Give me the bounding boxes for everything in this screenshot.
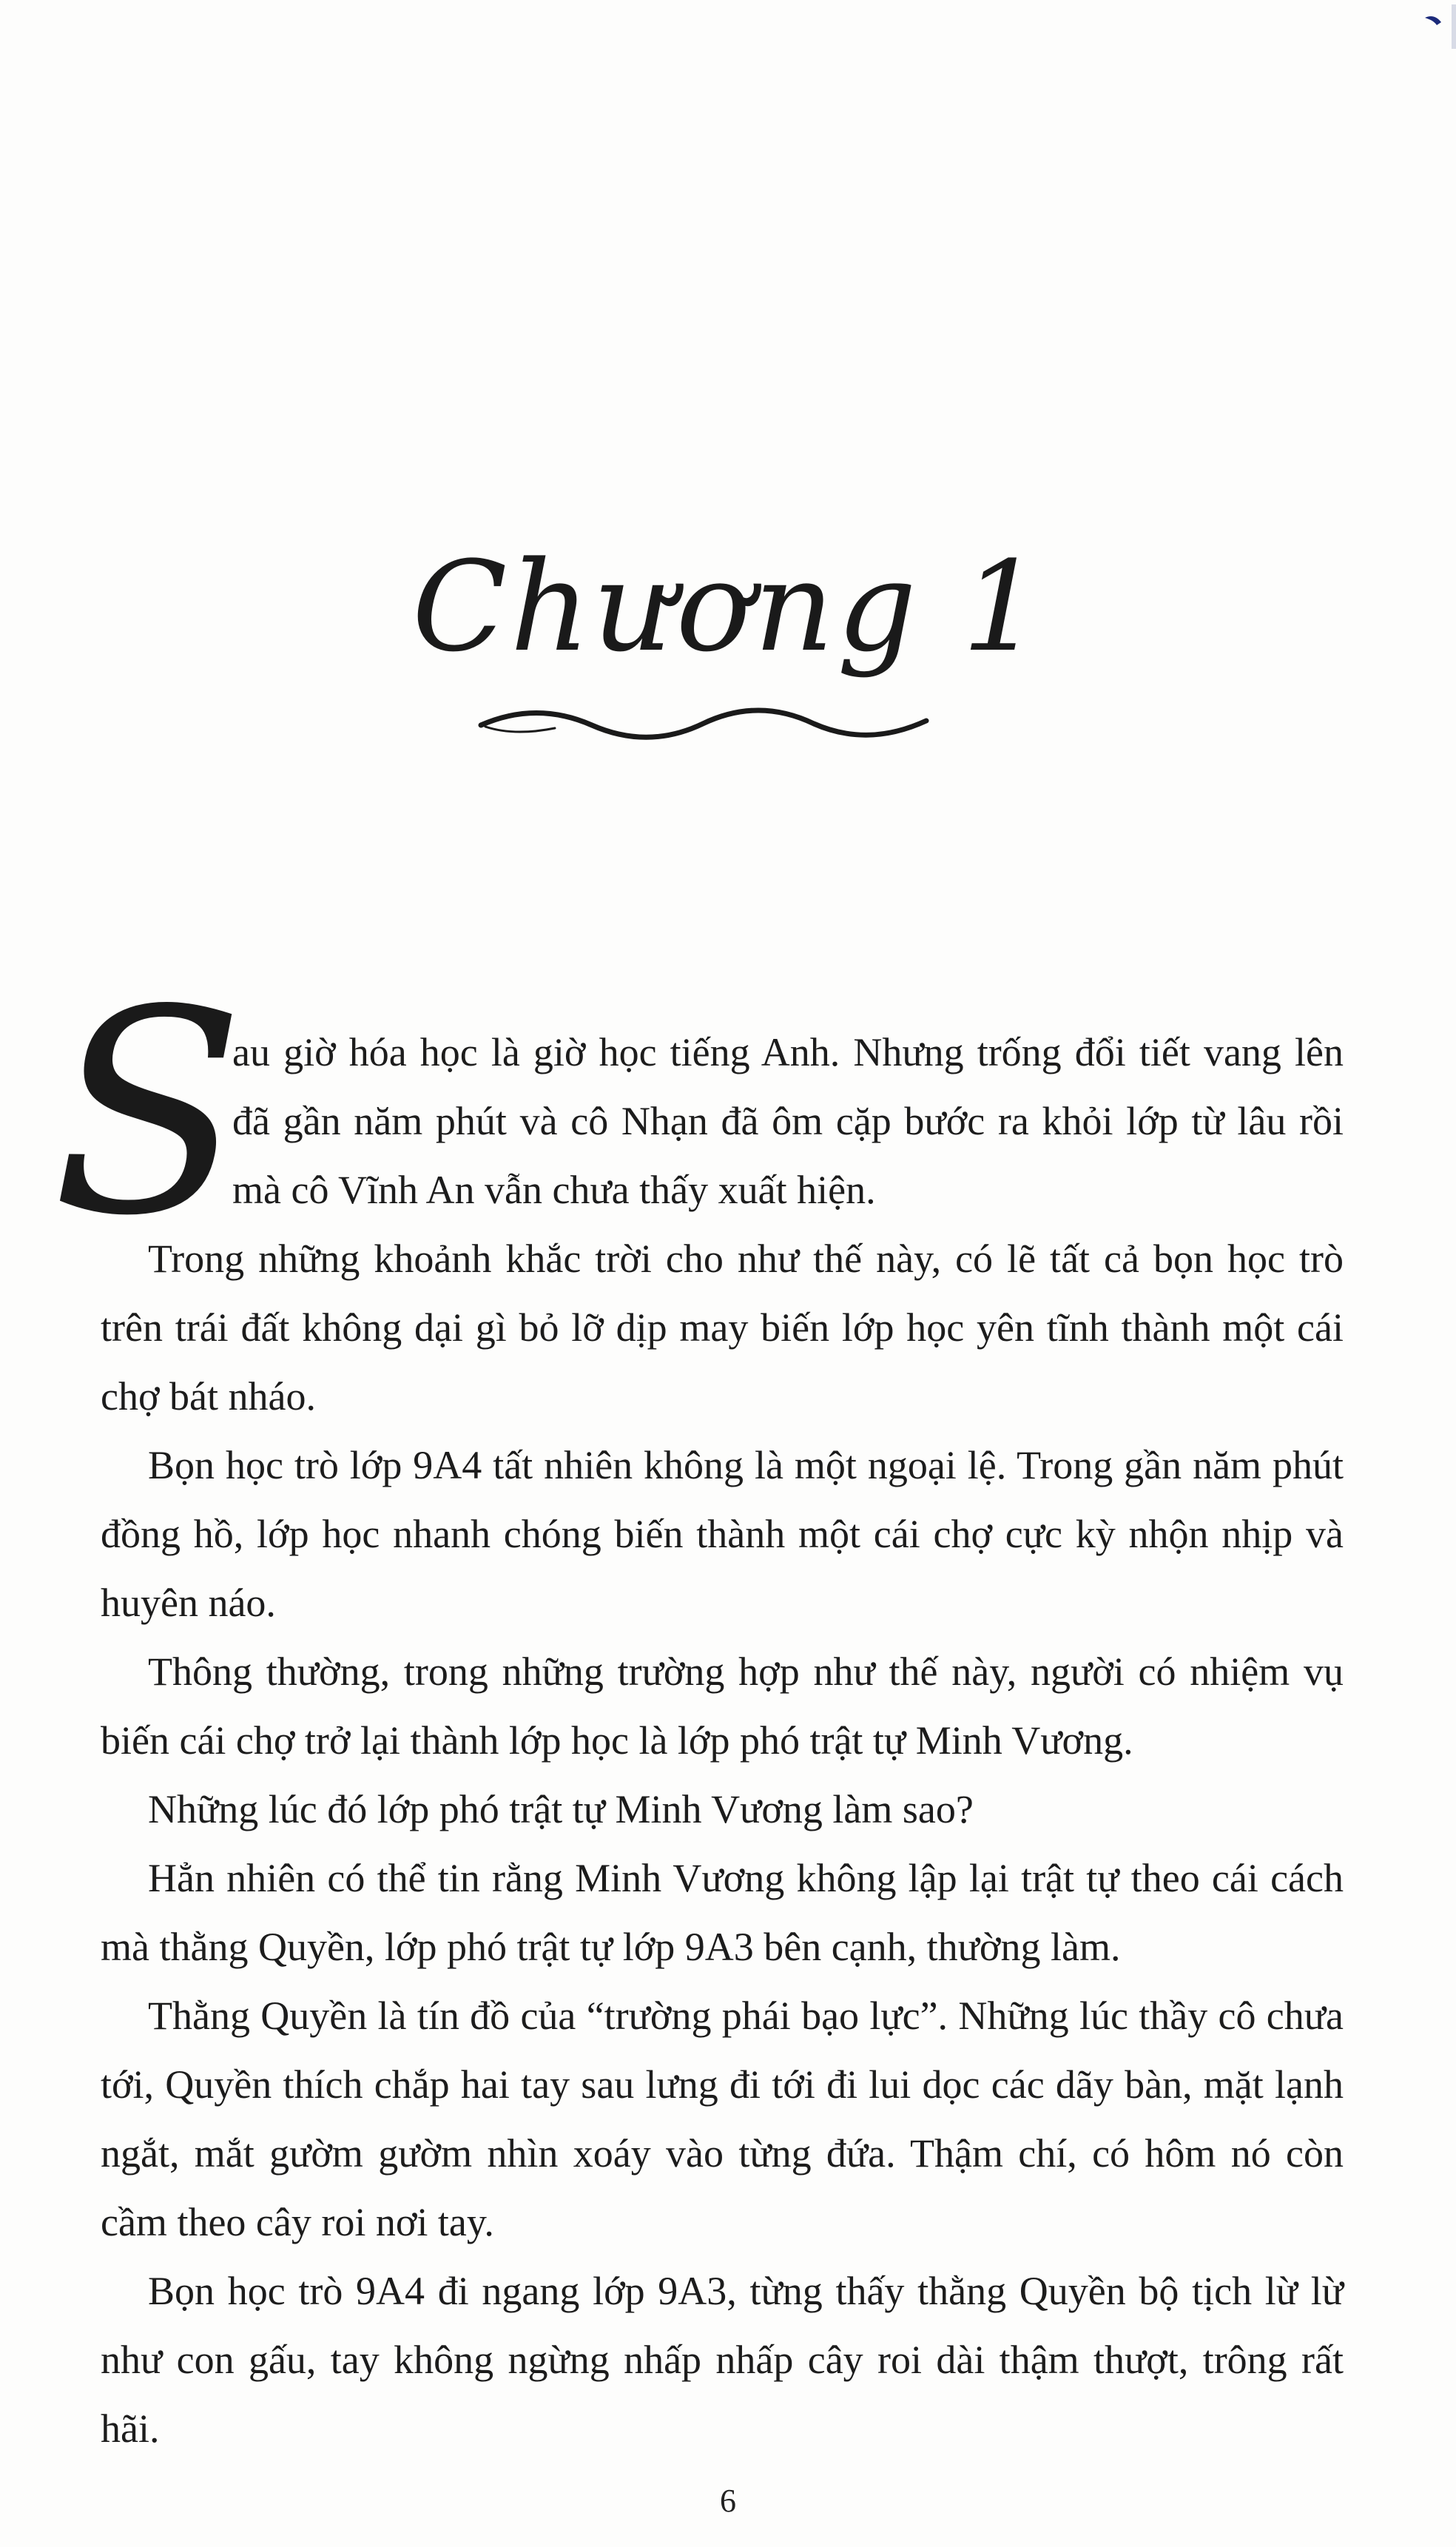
paragraph-7: Thằng Quyền là tín đồ của “trường phái bạo lực”. Những lúc thầy cô chưa tới, Quyền thích chắp hai tay sau lưng đi tới đi lui dọc các dãy bàn, mặt lạnh ngắt, mắt gườm gườm nhìn xoáy vào từng đứa. Thậm chí, có hôm nó còn cầm theo cây roi nơi tay. xyxy=(101,1993,1344,2244)
paragraph-1: au giờ hóa học là giờ học tiếng Anh. Nhưng trống đổi tiết vang lên đã gần năm phút và cô Nhạn đã ôm cặp bước ra khỏi lớp từ lâu rồi mà cô Vĩnh An vẫn chưa thấy xuất hiện. xyxy=(232,1030,1344,1212)
corner-mark-icon xyxy=(1415,4,1456,49)
chapter-title: Chương 1 xyxy=(411,534,1045,679)
paragraph-4: Thông thường, trong những trường hợp như thế này, người có nhiệm vụ biến cái chợ trở lại thành lớp học là lớp phó trật tự Minh Vương. xyxy=(101,1649,1344,1763)
flourish-divider-icon xyxy=(473,696,932,755)
paragraph-5: Những lúc đó lớp phó trật tự Minh Vương làm sao? xyxy=(148,1787,974,1831)
chapter-body xyxy=(101,1018,1344,2463)
drop-cap: S xyxy=(52,949,245,1277)
paragraph-6: Hẳn nhiên có thể tin rằng Minh Vương không lập lại trật tự theo cái cách mà thằng Quyền, lớp phó trật tự lớp 9A3 bên cạnh, thường làm. xyxy=(101,1856,1344,1969)
paragraph-8: Bọn học trò 9A4 đi ngang lớp 9A3, từng thấy thằng Quyền bộ tịch lừ lừ như con gấu, tay không ngừng nhấp nhấp cây roi dài thậm thượt, trông rất hãi. xyxy=(101,2269,1344,2451)
paragraph-3: Bọn học trò lớp 9A4 tất nhiên không là một ngoại lệ. Trong gần năm phút đồng hồ, lớp học nhanh chóng biến thành một cái chợ cực kỳ nhộn nhịp và huyên náo. xyxy=(101,1443,1344,1625)
paragraph-2: Trong những khoảnh khắc trời cho như thế này, có lẽ tất cả bọn học trò trên trái đất không dại gì bỏ lỡ dịp may biến lớp học yên tĩnh thành một cái chợ bát nháo. xyxy=(101,1237,1344,1419)
page-number: 6 xyxy=(720,2483,736,2519)
